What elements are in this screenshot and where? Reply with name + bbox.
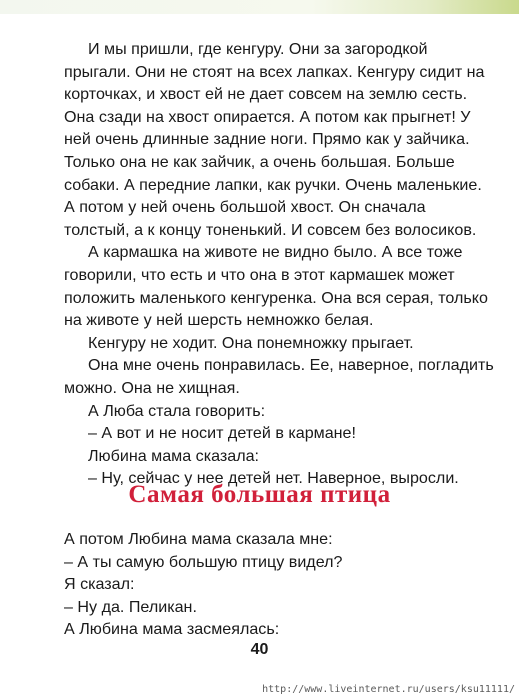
page-number: 40 [250, 641, 269, 658]
paragraph: А Люба стала говорить: [88, 401, 266, 420]
dialogue-line: – Ну, сейчас у нее детей нет. Наверное, выросли. [88, 469, 459, 488]
dialogue-line: – А ты самую большую птицу видел? [64, 552, 343, 571]
paragraph: Она мне очень понравилась. Ее, наверное, погладить можно. Она не хищная. [64, 356, 494, 397]
paragraph: А потом Любина мама сказала мне: [64, 530, 333, 548]
paragraph: И мы пришли, где кенгуру. Они за загородкой прыгали. Они не стоят на всех лапках. Кенгуру сидит на корточках, и хвост ей не дает совсем на землю сесть. Она сзади на хвост опирается. А потом как прыгнет! У ней очень длинные задние ноги. Прямо как у зайчика. Только она не как зайчик, а очень большая. Больше собаки. А передние лапки, как ручки. Очень маленькие. А потом у ней очень большой хвост. Он сначала толстый, а к концу тоненький. И совсем без волосиков. [64, 40, 485, 239]
dialogue-line: – А вот и не носит детей в кармане! [88, 424, 356, 443]
dialogue-line: – Ну да. Пеликан. [64, 597, 197, 616]
story-text-block-1 [64, 38, 494, 490]
paragraph: Любина мама сказала: [88, 446, 260, 465]
paragraph: А кармашка на животе не видно было. А все тоже говорили, что есть и что она в этот кармашек может положить маленького кенгуренка. Она вся серая, только на животе у ней шерсть немножко белая. [64, 243, 488, 330]
section-heading: Самая большая птица [128, 481, 391, 508]
paragraph: Я сказал: [64, 575, 135, 594]
paragraph: А Любина мама засмеялась: [64, 620, 280, 639]
watermark-url: http://www.liveinternet.ru/users/ksu11111/ [262, 684, 515, 695]
paragraph: Кенгуру не ходит. Она понемножку прыгает. [88, 333, 414, 352]
story-text-block-2 [64, 528, 494, 641]
top-decorative-strip [0, 0, 519, 14]
